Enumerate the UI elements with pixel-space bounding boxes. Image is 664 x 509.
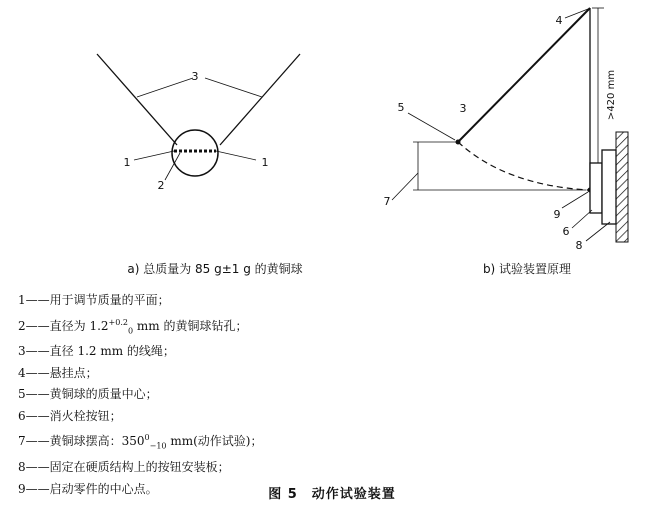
leader-9 [562,192,588,208]
legend-item-3: 3——直径 1.2 mm 的线绳； [18,344,175,359]
leader-3b [205,78,262,97]
cord-right-line [220,54,300,145]
figure-title: 图 5 动作试验装置 [268,487,396,502]
legend-item-2: 2——直径为 $1.2^{+0.2}_0$ mm 的黄铜球钻孔； [18,317,248,335]
legend-item-9: 9——启动零件的中心点。 [18,481,158,496]
leader-1-right [216,151,256,160]
legend [18,290,658,500]
cord-left-line [97,54,177,145]
label-swing-height: 7 [383,195,391,208]
legend-item-5: 5——黄铜球的质量中心； [18,387,158,402]
legend-item-6: 6——消火栓按钮； [18,408,122,423]
label-cord-b: 3 [459,102,467,115]
leader-1-left [134,151,174,160]
label-suspension-point: 4 [555,14,563,27]
label-button: 6 [562,225,570,238]
label-drill-hole: 2 [157,179,165,192]
dimension-420: >420 mm [606,69,617,121]
caption-b: b) 试验装置原理 [482,262,572,276]
legend-item-7: 7——黄铜球摆高：$350^0_{-10}$ mm(动作试验)； [18,433,263,451]
label-mass-center: 5 [397,101,405,114]
caption-a: a) 总质量为 85 g±1 g 的黄铜球 [127,262,303,276]
label-cord-a: 3 [191,70,199,83]
label-center-point: 9 [553,208,561,221]
diagram-b [384,8,629,276]
leader-5 [408,113,455,140]
swing-arc [458,142,588,190]
leader-6 [572,210,592,228]
legend-item-4: 4——悬挂点； [18,365,98,380]
hydrant-button [590,163,602,213]
legend-item-1: 1——用于调节质量的平面； [18,293,170,307]
leader-7 [392,173,418,200]
label-mounting-board: 8 [575,239,583,252]
label-flat-surface-left: 1 [123,156,131,169]
leader-3a [137,78,193,97]
leader-8 [586,222,610,241]
mounting-board [602,150,616,224]
brass-ball [172,130,218,176]
diagram-a [97,54,303,276]
hatched-wall [616,132,628,242]
label-flat-surface-right: 1 [261,156,269,169]
legend-item-8: 8——固定在硬质结构上的按钮安装板； [18,460,230,475]
cord-line-b [458,8,590,142]
